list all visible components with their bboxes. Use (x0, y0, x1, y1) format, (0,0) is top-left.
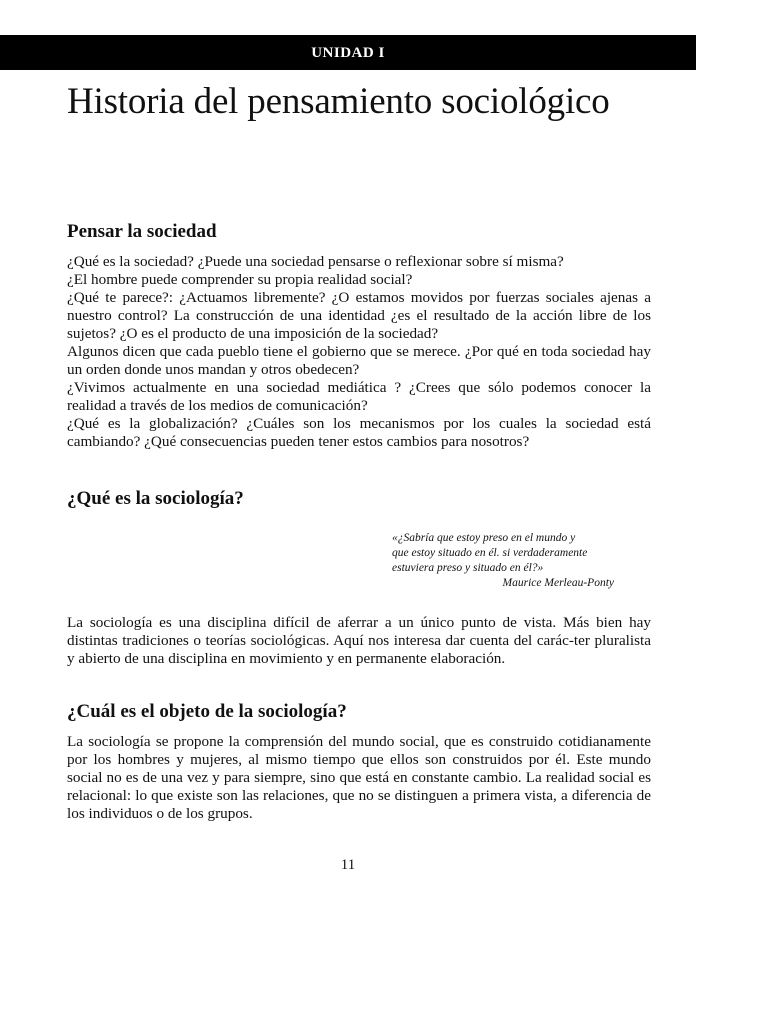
section-heading: Pensar la sociedad (67, 221, 217, 242)
question-line: ¿El hombre puede comprender su propia realidad social? (67, 271, 413, 288)
question-line: Algunos dicen que cada pueblo tiene el gobierno que se merece. ¿Por qué en toda sociedad hay un orden donde unos mandan y otros obedecen? (67, 343, 651, 378)
page-content (67, 220, 651, 823)
unit-banner (0, 35, 696, 70)
unit-label: UNIDAD I (311, 45, 385, 61)
section-heading: ¿Cuál es el objeto de la sociología? (67, 701, 347, 722)
epigraph-quote (392, 531, 614, 591)
quote-line: «¿Sabría que estoy preso en el mundo y (392, 532, 576, 544)
question-line: ¿Vivimos actualmente en una sociedad mediática ? ¿Crees que sólo podemos conocer la realidad a través de los medios de comunicación? (67, 379, 651, 414)
quote-line: estuviera preso y situado en él?» (392, 562, 544, 574)
body-paragraph: La sociología es una disciplina difícil de aferrar a un único punto de vista. Más bien hay distintas tradiciones o teorías sociológicas. Aquí nos interesa dar cuenta del carác-ter pluralista y abierto de una disciplina en movimiento y en permanente elaboración. (67, 614, 651, 667)
section-heading: ¿Qué es la sociología? (67, 488, 244, 509)
body-paragraph: La sociología se propone la comprensión del mundo social, que es construido cotidianamente por los hombres y mujeres, al mismo tiempo que ellos son construidos por él. Este mundo social no es de una vez y para siempre, sino que está en constante cambio. La realidad social es relacional: lo que existe son las relaciones, que no se distinguen a primera vista, a diferencia de los individuos o de los grupos. (67, 733, 651, 822)
question-line: ¿Qué te parece?: ¿Actuamos libremente? ¿O estamos movidos por fuerzas sociales ajenas a nuestro control? La construcción de una identidad ¿es el resultado de la acción libre de los sujetos? ¿O es el producto de una imposición de la sociedad? (67, 289, 651, 342)
section-que-es-la-sociologia (67, 487, 651, 668)
questions-paragraph (67, 253, 651, 451)
quote-author: Maurice Merleau-Ponty (502, 577, 614, 589)
page-title: Historia del pensamiento sociológico (67, 81, 610, 122)
question-line: ¿Qué es la globalización? ¿Cuáles son los mecanismos por los cuales la sociedad está cambiando? ¿Qué consecuencias pueden tener estos cambios para nosotros? (67, 415, 651, 450)
quote-line: que estoy situado en él. si verdaderamente (392, 547, 588, 559)
section-pensar-la-sociedad (67, 220, 651, 451)
question-line: ¿Qué es la sociedad? ¿Puede una sociedad pensarse o reflexionar sobre sí misma? (67, 253, 564, 270)
section-objeto-de-la-sociologia (67, 700, 651, 823)
page-number: 11 (340, 857, 356, 873)
